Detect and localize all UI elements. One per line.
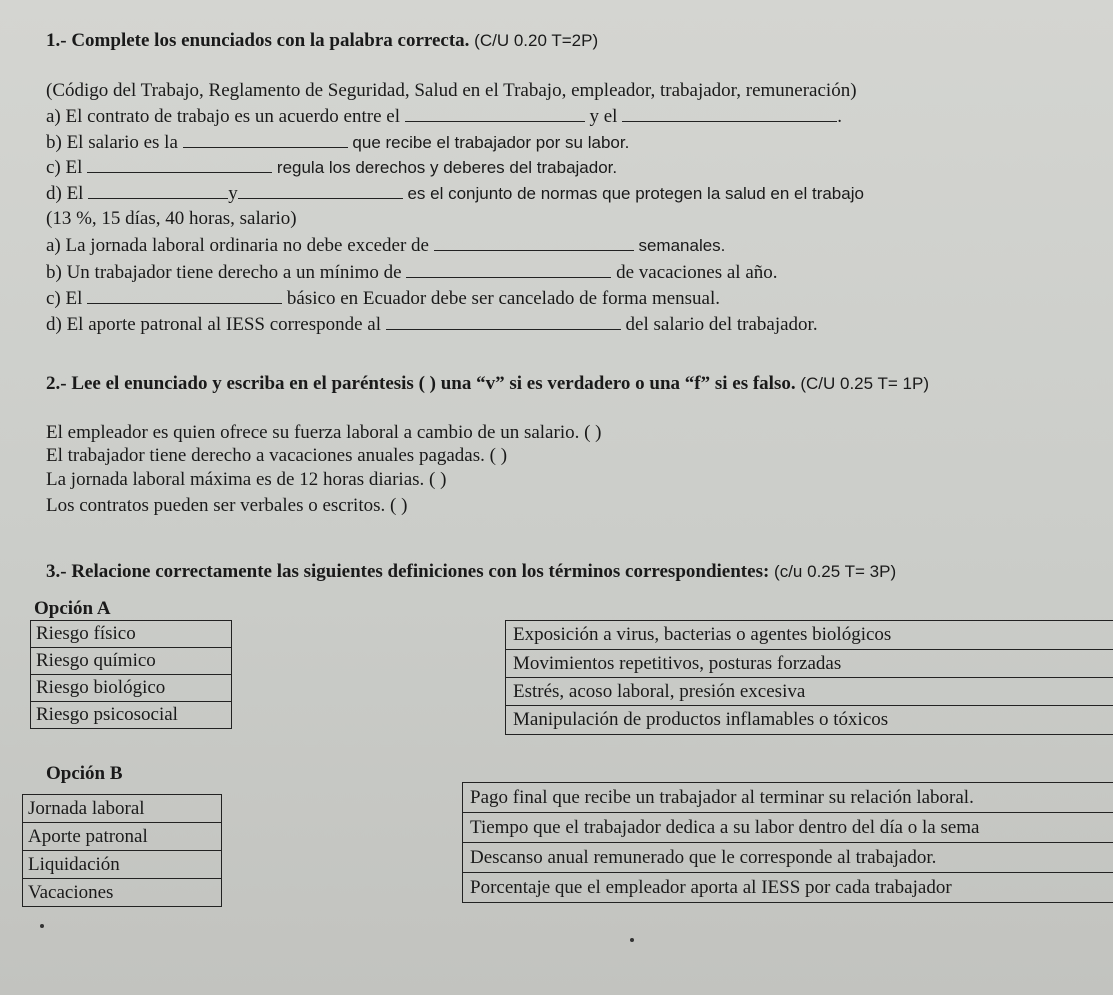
- definition-cell[interactable]: Exposición a virus, bacterias o agentes biológicos: [506, 621, 1113, 650]
- statement-1b: [46, 132, 629, 154]
- statement-1g-part1: c) El: [46, 288, 83, 309]
- term-cell[interactable]: Riesgo químico: [31, 648, 231, 675]
- answer-blank[interactable]: [88, 183, 228, 199]
- answer-blank[interactable]: [406, 262, 611, 278]
- definition-cell[interactable]: Pago final que recibe un trabajador al terminar su relación laboral.: [463, 783, 1113, 813]
- statement-1e-part2: semanales.: [638, 236, 726, 255]
- statement-1c-part1: c) El: [46, 157, 83, 178]
- term-cell[interactable]: Jornada laboral: [23, 795, 221, 823]
- statement-1b-part2: que recibe el trabajador por su labor.: [352, 133, 630, 152]
- section-1-title-text: 1.- Complete los enunciados con la palabra correcta.: [46, 30, 470, 51]
- section-2-title: [46, 373, 929, 395]
- section-3-score: (c/u 0.25 T= 3P): [774, 562, 897, 581]
- section-3-title: [46, 561, 896, 583]
- statement-1g-part2: básico en Ecuador debe ser cancelado de forma mensual.: [286, 288, 721, 309]
- ink-speck: [40, 924, 44, 928]
- statement-1a-part1: a) El contrato de trabajo es un acuerdo entre el: [46, 106, 400, 127]
- term-cell[interactable]: Riesgo físico: [31, 621, 231, 648]
- statement-1g: [46, 288, 720, 310]
- word-bank-1: (Código del Trabajo, Reglamento de Seguridad, Salud en el Trabajo, empleador, trabajador, remuneración): [46, 80, 857, 101]
- true-false-item-1[interactable]: El empleador es quien ofrece su fuerza laboral a cambio de un salario. ( ): [46, 422, 602, 443]
- statement-1f-part2: de vacaciones al año.: [616, 262, 778, 283]
- true-false-item-4[interactable]: Los contratos pueden ser verbales o escritos. ( ): [46, 495, 408, 516]
- term-cell[interactable]: Riesgo biológico: [31, 675, 231, 702]
- option-a-label: Opción A: [34, 598, 111, 619]
- term-cell[interactable]: Liquidación: [23, 851, 221, 879]
- statement-1c-part2: regula los derechos y deberes del trabajador.: [276, 158, 618, 177]
- answer-blank[interactable]: [183, 132, 348, 148]
- statement-1h-part1: d) El aporte patronal al IESS corresponde al: [46, 314, 382, 335]
- section-3-title-text: 3.- Relacione correctamente las siguientes definiciones con los términos correspondientes:: [46, 561, 770, 582]
- statement-1e-part1: a) La jornada laboral ordinaria no debe exceder de: [46, 235, 429, 256]
- section-2-score: (C/U 0.25 T= 1P): [800, 374, 929, 393]
- definition-cell[interactable]: Estrés, acoso laboral, presión excesiva: [506, 678, 1113, 706]
- ink-speck: [630, 938, 634, 942]
- statement-1a-part3: .: [837, 106, 842, 127]
- statement-1f: [46, 262, 778, 284]
- statement-1h-part2: del salario del trabajador.: [625, 314, 818, 335]
- answer-blank[interactable]: [238, 183, 403, 199]
- answer-blank[interactable]: [434, 235, 634, 251]
- option-a-definitions-table: [505, 620, 1113, 735]
- option-b-label: Opción B: [46, 763, 123, 784]
- definition-cell[interactable]: Tiempo que el trabajador dedica a su labor dentro del día o la sema: [463, 813, 1113, 843]
- statement-1a-part2: y el: [589, 106, 618, 127]
- definition-cell[interactable]: Descanso anual remunerado que le corresponde al trabajador.: [463, 843, 1113, 873]
- statement-1f-part1: b) Un trabajador tiene derecho a un mínimo de: [46, 262, 402, 283]
- section-2-title-text: 2.- Lee el enunciado y escriba en el paréntesis ( ) una “v” si es verdadero o una “f” si es falso.: [46, 373, 796, 394]
- term-cell[interactable]: Riesgo psicosocial: [36, 704, 178, 725]
- section-1-title: [46, 30, 598, 52]
- answer-blank[interactable]: [405, 106, 585, 122]
- true-false-item-3[interactable]: La jornada laboral máxima es de 12 horas diarias. ( ): [46, 469, 447, 490]
- term-cell[interactable]: Vacaciones: [28, 882, 114, 903]
- statement-1e: [46, 235, 725, 257]
- statement-1d-part1: d) El: [46, 183, 84, 204]
- definition-cell[interactable]: Porcentaje que el empleador aporta al IESS por cada trabajador: [470, 877, 952, 898]
- statement-1d: [46, 183, 864, 205]
- true-false-item-2[interactable]: El trabajador tiene derecho a vacaciones anuales pagadas. ( ): [46, 445, 508, 466]
- option-a-terms-table: [30, 620, 232, 729]
- definition-cell[interactable]: Manipulación de productos inflamables o tóxicos: [513, 709, 889, 730]
- option-b-terms-table: [22, 794, 222, 907]
- definition-cell[interactable]: Movimientos repetitivos, posturas forzadas: [506, 650, 1113, 678]
- term-cell[interactable]: Aporte patronal: [23, 823, 221, 851]
- statement-1c: [46, 157, 617, 179]
- answer-blank[interactable]: [87, 288, 282, 304]
- statement-1a: [46, 106, 842, 128]
- word-bank-2: (13 %, 15 días, 40 horas, salario): [46, 208, 297, 229]
- statement-1d-part2: y: [228, 183, 238, 204]
- section-1-score: (C/U 0.20 T=2P): [474, 31, 599, 50]
- statement-1b-part1: b) El salario es la: [46, 132, 178, 153]
- answer-blank[interactable]: [622, 106, 837, 122]
- answer-blank[interactable]: [87, 157, 272, 173]
- answer-blank[interactable]: [386, 314, 621, 330]
- statement-1d-part3: es el conjunto de normas que protegen la salud en el trabajo: [407, 184, 864, 203]
- statement-1h: [46, 314, 818, 336]
- option-b-definitions-table: [462, 782, 1113, 903]
